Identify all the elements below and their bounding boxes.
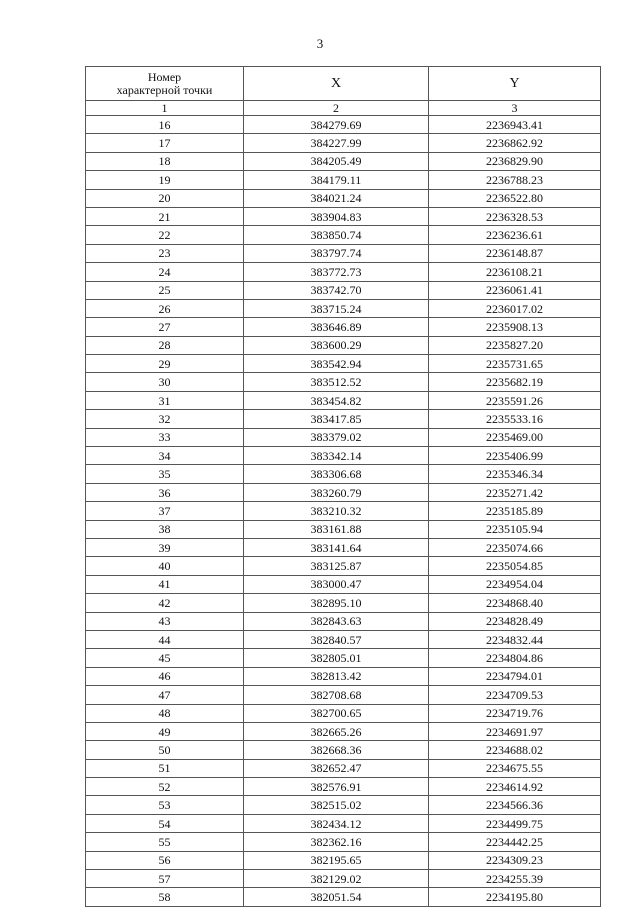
cell-y: 2234309.23 bbox=[429, 851, 601, 869]
cell-x: 384205.49 bbox=[244, 152, 429, 170]
table-row bbox=[86, 759, 601, 777]
cell-y: 2235908.13 bbox=[429, 318, 601, 336]
cell-x: 383797.74 bbox=[244, 244, 429, 262]
table-row bbox=[86, 722, 601, 740]
cell-y: 2236328.53 bbox=[429, 207, 601, 225]
cell-point-number: 29 bbox=[86, 355, 244, 373]
cell-y: 2234709.53 bbox=[429, 686, 601, 704]
cell-y: 2235406.99 bbox=[429, 447, 601, 465]
cell-point-number: 40 bbox=[86, 557, 244, 575]
header-x: X bbox=[244, 67, 429, 101]
cell-y: 2236017.02 bbox=[429, 299, 601, 317]
table-row bbox=[86, 373, 601, 391]
cell-x: 382840.57 bbox=[244, 630, 429, 648]
cell-x: 383600.29 bbox=[244, 336, 429, 354]
cell-point-number: 23 bbox=[86, 244, 244, 262]
cell-y: 2236862.92 bbox=[429, 134, 601, 152]
cell-x: 382652.47 bbox=[244, 759, 429, 777]
cell-x: 383542.94 bbox=[244, 355, 429, 373]
cell-x: 382362.16 bbox=[244, 833, 429, 851]
table-row bbox=[86, 226, 601, 244]
page-number: 3 bbox=[316, 36, 324, 51]
cell-y: 2235054.85 bbox=[429, 557, 601, 575]
cell-point-number: 42 bbox=[86, 594, 244, 612]
table-row bbox=[86, 116, 601, 134]
cell-x: 383850.74 bbox=[244, 226, 429, 244]
cell-point-number: 26 bbox=[86, 299, 244, 317]
cell-y: 2234195.80 bbox=[429, 888, 601, 906]
cell-y: 2234868.40 bbox=[429, 594, 601, 612]
cell-y: 2236522.80 bbox=[429, 189, 601, 207]
header-point-number-line-1: Номер bbox=[147, 69, 182, 84]
cell-x: 383141.64 bbox=[244, 538, 429, 556]
table-row bbox=[86, 447, 601, 465]
column-number-1: 1 bbox=[86, 101, 244, 116]
cell-y: 2234828.49 bbox=[429, 612, 601, 630]
cell-point-number: 54 bbox=[86, 814, 244, 832]
cell-point-number: 52 bbox=[86, 778, 244, 796]
table-row bbox=[86, 667, 601, 685]
table-row bbox=[86, 152, 601, 170]
table-row bbox=[86, 520, 601, 538]
table-row bbox=[86, 171, 601, 189]
cell-x: 382051.54 bbox=[244, 888, 429, 906]
cell-x: 382129.02 bbox=[244, 870, 429, 888]
cell-x: 382843.63 bbox=[244, 612, 429, 630]
cell-y: 2234954.04 bbox=[429, 575, 601, 593]
cell-y: 2236829.90 bbox=[429, 152, 601, 170]
cell-y: 2236788.23 bbox=[429, 171, 601, 189]
table-row bbox=[86, 778, 601, 796]
cell-x: 383904.83 bbox=[244, 207, 429, 225]
cell-x: 382665.26 bbox=[244, 722, 429, 740]
table-row bbox=[86, 355, 601, 373]
cell-y: 2235682.19 bbox=[429, 373, 601, 391]
table-row bbox=[86, 594, 601, 612]
table-row bbox=[86, 428, 601, 446]
table-row bbox=[86, 299, 601, 317]
cell-point-number: 22 bbox=[86, 226, 244, 244]
cell-point-number: 55 bbox=[86, 833, 244, 851]
table-row bbox=[86, 704, 601, 722]
cell-y: 2234804.86 bbox=[429, 649, 601, 667]
cell-x: 383742.70 bbox=[244, 281, 429, 299]
cell-x: 382708.68 bbox=[244, 686, 429, 704]
cell-point-number: 37 bbox=[86, 502, 244, 520]
cell-y: 2234442.25 bbox=[429, 833, 601, 851]
cell-point-number: 57 bbox=[86, 870, 244, 888]
table-row bbox=[86, 796, 601, 814]
cell-y: 2236108.21 bbox=[429, 263, 601, 281]
table-row bbox=[86, 483, 601, 501]
table-row bbox=[86, 336, 601, 354]
cell-point-number: 51 bbox=[86, 759, 244, 777]
cell-y: 2236943.41 bbox=[429, 116, 601, 134]
cell-x: 382700.65 bbox=[244, 704, 429, 722]
table-row bbox=[86, 538, 601, 556]
table-row bbox=[86, 410, 601, 428]
cell-x: 384279.69 bbox=[244, 116, 429, 134]
cell-y: 2234255.39 bbox=[429, 870, 601, 888]
cell-x: 383210.32 bbox=[244, 502, 429, 520]
table-row bbox=[86, 630, 601, 648]
cell-x: 383161.88 bbox=[244, 520, 429, 538]
cell-point-number: 43 bbox=[86, 612, 244, 630]
cell-x: 383379.02 bbox=[244, 428, 429, 446]
cell-x: 384021.24 bbox=[244, 189, 429, 207]
cell-point-number: 36 bbox=[86, 483, 244, 501]
cell-point-number: 34 bbox=[86, 447, 244, 465]
cell-point-number: 41 bbox=[86, 575, 244, 593]
cell-point-number: 32 bbox=[86, 410, 244, 428]
header-point-number-line-2: характерной точки bbox=[116, 82, 213, 97]
cell-x: 383260.79 bbox=[244, 483, 429, 501]
cell-y: 2236236.61 bbox=[429, 226, 601, 244]
column-number-3: 3 bbox=[429, 101, 601, 116]
cell-point-number: 27 bbox=[86, 318, 244, 336]
cell-point-number: 48 bbox=[86, 704, 244, 722]
cell-x: 382895.10 bbox=[244, 594, 429, 612]
cell-point-number: 35 bbox=[86, 465, 244, 483]
table-body bbox=[86, 116, 601, 907]
cell-x: 383772.73 bbox=[244, 263, 429, 281]
cell-x: 383512.52 bbox=[244, 373, 429, 391]
cell-y: 2234832.44 bbox=[429, 630, 601, 648]
table-row bbox=[86, 557, 601, 575]
table-row bbox=[86, 575, 601, 593]
cell-point-number: 16 bbox=[86, 116, 244, 134]
cell-x: 384227.99 bbox=[244, 134, 429, 152]
table-row bbox=[86, 502, 601, 520]
cell-x: 383417.85 bbox=[244, 410, 429, 428]
cell-y: 2234499.75 bbox=[429, 814, 601, 832]
cell-x: 382813.42 bbox=[244, 667, 429, 685]
cell-y: 2235827.20 bbox=[429, 336, 601, 354]
table-row bbox=[86, 851, 601, 869]
cell-y: 2236061.41 bbox=[429, 281, 601, 299]
cell-y: 2234794.01 bbox=[429, 667, 601, 685]
column-number-2: 2 bbox=[244, 101, 429, 116]
cell-point-number: 25 bbox=[86, 281, 244, 299]
table-row bbox=[86, 244, 601, 262]
table-row bbox=[86, 465, 601, 483]
table-row bbox=[86, 207, 601, 225]
cell-x: 383125.87 bbox=[244, 557, 429, 575]
cell-point-number: 53 bbox=[86, 796, 244, 814]
cell-x: 383000.47 bbox=[244, 575, 429, 593]
table-header-row bbox=[86, 67, 601, 101]
cell-point-number: 46 bbox=[86, 667, 244, 685]
cell-y: 2235346.34 bbox=[429, 465, 601, 483]
cell-y: 2234719.76 bbox=[429, 704, 601, 722]
cell-y: 2236148.87 bbox=[429, 244, 601, 262]
cell-point-number: 56 bbox=[86, 851, 244, 869]
header-y: Y bbox=[429, 67, 601, 101]
cell-point-number: 45 bbox=[86, 649, 244, 667]
cell-point-number: 28 bbox=[86, 336, 244, 354]
cell-x: 383342.14 bbox=[244, 447, 429, 465]
cell-x: 382515.02 bbox=[244, 796, 429, 814]
cell-y: 2235533.16 bbox=[429, 410, 601, 428]
cell-y: 2235105.94 bbox=[429, 520, 601, 538]
cell-y: 2235185.89 bbox=[429, 502, 601, 520]
cell-point-number: 17 bbox=[86, 134, 244, 152]
table-row bbox=[86, 318, 601, 336]
cell-point-number: 30 bbox=[86, 373, 244, 391]
cell-point-number: 33 bbox=[86, 428, 244, 446]
table-row bbox=[86, 281, 601, 299]
cell-point-number: 39 bbox=[86, 538, 244, 556]
table-row bbox=[86, 833, 601, 851]
table-row bbox=[86, 814, 601, 832]
cell-y: 2234691.97 bbox=[429, 722, 601, 740]
cell-y: 2235731.65 bbox=[429, 355, 601, 373]
cell-point-number: 19 bbox=[86, 171, 244, 189]
table-row bbox=[86, 391, 601, 409]
cell-point-number: 18 bbox=[86, 152, 244, 170]
table-row bbox=[86, 870, 601, 888]
cell-point-number: 21 bbox=[86, 207, 244, 225]
coordinates-table bbox=[85, 66, 601, 907]
cell-y: 2235469.00 bbox=[429, 428, 601, 446]
cell-x: 383306.68 bbox=[244, 465, 429, 483]
cell-point-number: 24 bbox=[86, 263, 244, 281]
table-row bbox=[86, 134, 601, 152]
cell-y: 2235591.26 bbox=[429, 391, 601, 409]
cell-point-number: 38 bbox=[86, 520, 244, 538]
table-row bbox=[86, 741, 601, 759]
cell-point-number: 49 bbox=[86, 722, 244, 740]
cell-x: 383715.24 bbox=[244, 299, 429, 317]
cell-x: 382576.91 bbox=[244, 778, 429, 796]
table-row bbox=[86, 649, 601, 667]
cell-x: 383454.82 bbox=[244, 391, 429, 409]
header-point-number bbox=[86, 67, 244, 101]
cell-point-number: 47 bbox=[86, 686, 244, 704]
table-row bbox=[86, 189, 601, 207]
cell-x: 382805.01 bbox=[244, 649, 429, 667]
table-row bbox=[86, 888, 601, 906]
cell-point-number: 20 bbox=[86, 189, 244, 207]
cell-y: 2234675.55 bbox=[429, 759, 601, 777]
cell-y: 2234566.36 bbox=[429, 796, 601, 814]
cell-point-number: 58 bbox=[86, 888, 244, 906]
cell-x: 383646.89 bbox=[244, 318, 429, 336]
cell-y: 2234688.02 bbox=[429, 741, 601, 759]
table-row bbox=[86, 263, 601, 281]
cell-x: 382195.65 bbox=[244, 851, 429, 869]
cell-x: 382668.36 bbox=[244, 741, 429, 759]
cell-y: 2234614.92 bbox=[429, 778, 601, 796]
cell-point-number: 44 bbox=[86, 630, 244, 648]
column-number-row bbox=[86, 101, 601, 116]
cell-x: 384179.11 bbox=[244, 171, 429, 189]
cell-point-number: 50 bbox=[86, 741, 244, 759]
table-row bbox=[86, 686, 601, 704]
cell-y: 2235074.66 bbox=[429, 538, 601, 556]
cell-x: 382434.12 bbox=[244, 814, 429, 832]
cell-point-number: 31 bbox=[86, 391, 244, 409]
table-row bbox=[86, 612, 601, 630]
cell-y: 2235271.42 bbox=[429, 483, 601, 501]
